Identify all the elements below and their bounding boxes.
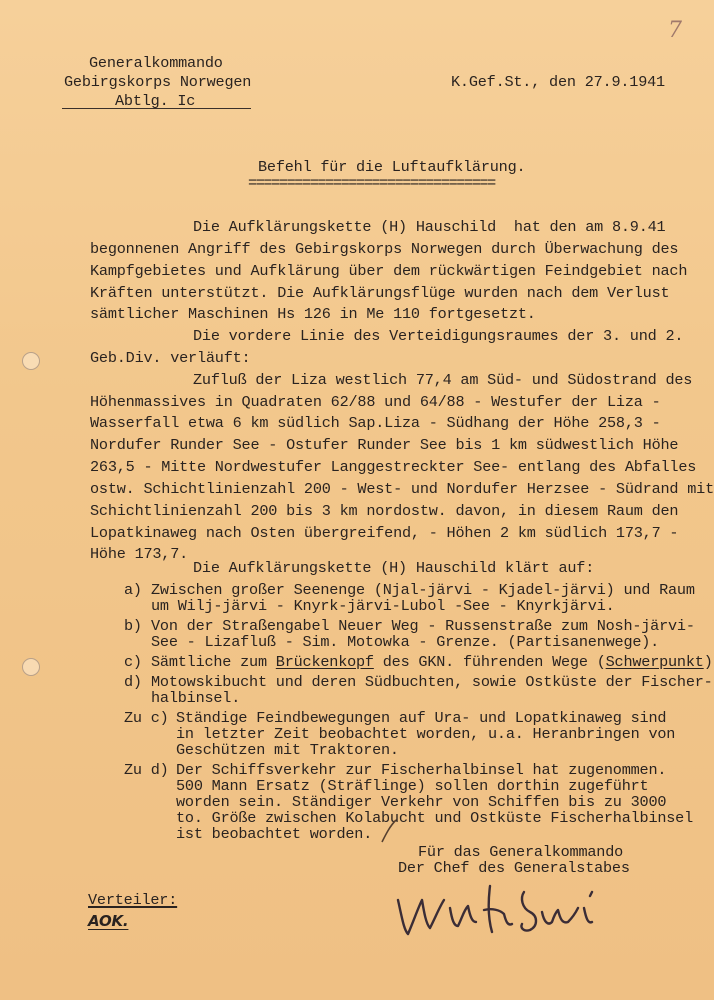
p3-line-2: Höhenmassives in Quadraten 62/88 und 64/88 - Westufer der Liza -: [90, 393, 661, 411]
p1-line-5: sämtlicher Maschinen Hs 126 in Me 110 fortgesetzt.: [90, 305, 536, 323]
note-c-line-2: in letzter Zeit beobachtet worden, u.a. Heranbringen von: [176, 725, 676, 743]
p3-line-1: Zufluß der Liza westlich 77,4 am Süd- und Südostrand des: [193, 371, 693, 389]
item-d-line-2: halbinsel.: [151, 689, 241, 707]
punch-hole-bottom: [22, 658, 40, 676]
org-line-3: Abtlg. Ic: [115, 92, 196, 110]
p3-line-6: ostw. Schichtlinienzahl 200 - West- und Nordufer Herzsee - Südrand mit: [90, 480, 714, 498]
item-b-line-2: See - Lizafluß - Sim. Motowka - Grenze. (Partisanenwege).: [151, 633, 660, 651]
p2-line-1: Die vordere Linie des Verteidigungsraumes der 3. und 2.: [193, 327, 684, 345]
punch-hole-top: [22, 352, 40, 370]
org-line-2: Gebirgskorps Norwegen: [64, 73, 252, 91]
distribution-recipient: AOK.: [88, 912, 129, 930]
note-d-line-1: Der Schiffsverkehr zur Fischerhalbinsel hat zugenommen.: [176, 761, 667, 779]
p3-line-7: Schichtlinienzahl 200 bis 3 km nordostw. davon, in diesem Raum den: [90, 502, 679, 520]
item-d-label: d): [124, 673, 142, 691]
p3-line-4: Nordufer Runder See - Ostufer Runder See bis 1 km südwestlich Höhe: [90, 436, 679, 454]
p4-line: Die Aufklärungskette (H) Hauschild klärt auf:: [193, 559, 595, 577]
note-d-line-3: worden sein. Ständiger Verkehr von Schiffen bis zu 3000: [176, 793, 667, 811]
item-c-line: Sämtliche zum Brückenkopf des GKN. führenden Wege (Schwerpunkt): [151, 653, 713, 671]
p3-line-5: 263,5 - Mitte Nordwestufer Langgestreckter See- entlang des Abfalles: [90, 458, 697, 476]
underlined-brueckenkopf: Brückenkopf: [275, 653, 374, 671]
item-a-label: a): [124, 581, 142, 599]
note-d-label: Zu d): [124, 761, 169, 779]
item-a-line-2: um Wilj-järvi - Knyrk-järvi-Lubol -See - Knyrkjärvi.: [151, 597, 615, 615]
p3-line-9: Höhe 173,7.: [90, 545, 189, 563]
item-d-line-1: Motowskibucht und deren Südbuchten, sowie Ostküste der Fischer-: [151, 673, 713, 691]
note-c-line-1: Ständige Feindbewegungen auf Ura- und Lopatkinaweg sind: [176, 709, 667, 727]
item-c-label: c): [124, 653, 142, 671]
p1-line-1: Die Aufklärungskette (H) Hauschild hat den am 8.9.41: [193, 218, 666, 236]
item-a-line-1: Zwischen großer Seenenge (Njal-järvi - Kjadel-järvi) und Raum: [151, 581, 695, 599]
note-d-line-2: 500 Mann Ersatz (Sträflinge) sollen dorthin zugeführt: [176, 777, 649, 795]
title-underline: ================================: [248, 174, 495, 192]
closing-line-1: Für das Generalkommando: [418, 843, 624, 861]
pencil-mark: [372, 816, 402, 846]
closing-line-2: Der Chef des Generalstabes: [398, 859, 630, 877]
note-c-line-3: Geschützen mit Traktoren.: [176, 741, 399, 759]
item-b-line-1: Von der Straßengabel Neuer Weg - Russenstraße zum Nosh-järvi-: [151, 617, 695, 635]
note-d-line-4: to. Größe zwischen Kolabucht und Ostküste Fischerhalbinsel: [176, 809, 694, 827]
handwritten-signature: [392, 878, 607, 948]
p2-line-2: Geb.Div. verläuft:: [90, 349, 251, 367]
p1-line-3: Kampfgebietes und Aufklärung über dem rückwärtigen Feindgebiet nach: [90, 262, 688, 280]
note-d-line-5: ist beobachtet worden.: [176, 825, 373, 843]
p3-line-3: Wasserfall etwa 6 km südlich Sap.Liza - Südhang der Höhe 258,3 -: [90, 414, 661, 432]
p1-line-2: begonnenen Angriff des Gebirgskorps Norwegen durch Überwachung des: [90, 240, 679, 258]
place-date: K.Gef.St., den 27.9.1941: [451, 73, 665, 91]
page-number: 7: [668, 18, 682, 43]
document-title: Befehl für die Luftaufklärung.: [258, 158, 526, 176]
distribution-label: Verteiler:: [88, 891, 178, 909]
header-rule: [62, 108, 251, 109]
p3-line-8: Lopatkinaweg nach Osten übergreifend, - Höhen 2 km südlich 173,7 -: [90, 524, 679, 542]
p1-line-4: Kräften unterstützt. Die Aufklärungsflüge wurden nach dem Verlust: [90, 284, 670, 302]
note-c-label: Zu c): [124, 709, 169, 727]
underlined-schwerpunkt: Schwerpunkt: [605, 653, 704, 671]
item-b-label: b): [124, 617, 142, 635]
org-line-1: Generalkommando: [89, 54, 223, 72]
